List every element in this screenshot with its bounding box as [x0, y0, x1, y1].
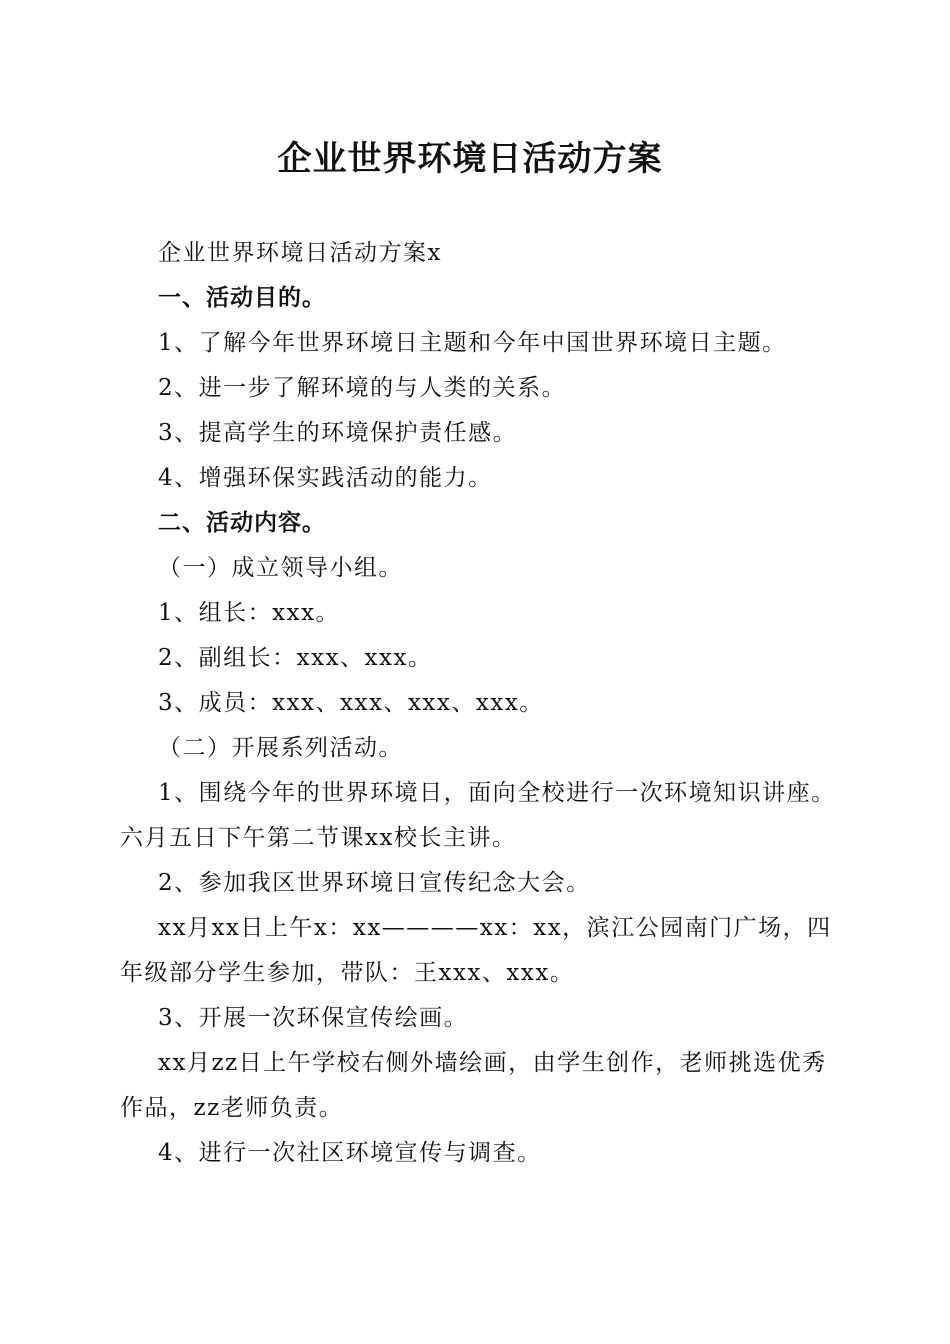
document-body	[120, 231, 840, 1176]
paragraph: 1、围绕今年的世界环境日，面向全校进行一次环境知识讲座。六月五日下午第二节课xx校长主讲。	[120, 780, 836, 851]
paragraph: 4、进行一次社区环境宣传与调查。	[158, 1140, 542, 1166]
paragraph: 4、增强环保实践活动的能力。	[158, 465, 493, 491]
paragraph: xx月xx日上午x：xx————xx：xx，滨江公园南门广场，四年级部分学生参加，带队：王xxx、xxx。	[120, 915, 832, 986]
paragraph: 1、组长：xxx。	[158, 600, 341, 626]
subsection-heading: （二）开展系列活动。	[158, 735, 403, 761]
paragraph: 1、了解今年世界环境日主题和今年中国世界环境日主题。	[158, 330, 787, 356]
paragraph: 2、副组长：xxx、xxx。	[158, 645, 433, 671]
subsection-heading: （一）成立领导小组。	[158, 555, 403, 581]
paragraph: 2、进一步了解环境的与人类的关系。	[158, 375, 567, 401]
section-heading-purpose: 一、活动目的。	[158, 285, 326, 311]
section-heading-content: 二、活动内容。	[158, 510, 326, 536]
paragraph: xx月zz日上午学校右侧外墙绘画，由学生创作，老师挑选优秀作品，zz老师负责。	[120, 1050, 827, 1121]
paragraph: 3、开展一次环保宣传绘画。	[158, 1005, 469, 1031]
document-title: 企业世界环境日活动方案	[277, 139, 663, 179]
paragraph: 3、提高学生的环境保护责任感。	[158, 420, 518, 446]
paragraph: 2、参加我区世界环境日宣传纪念大会。	[158, 870, 591, 896]
paragraph-intro: 企业世界环境日活动方案x	[158, 240, 442, 266]
paragraph: 3、成员：xxx、xxx、xxx、xxx。	[158, 690, 544, 716]
